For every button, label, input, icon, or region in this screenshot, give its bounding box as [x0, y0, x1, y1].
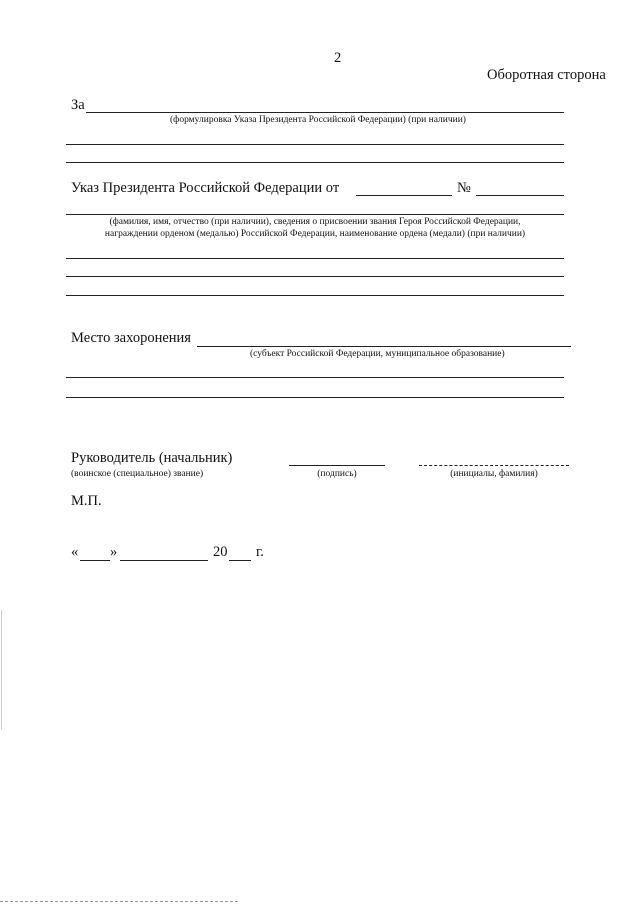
- decree-label: Указ Президента Российской Федерации от: [71, 180, 340, 196]
- signature-line[interactable]: [289, 465, 385, 466]
- scan-edge-bottom: [0, 901, 238, 902]
- date-year-prefix: 20: [213, 544, 228, 560]
- burial-field-line[interactable]: [197, 346, 571, 347]
- name-line[interactable]: [419, 465, 569, 466]
- for-continuation-line-2[interactable]: [66, 162, 564, 163]
- decree-date-line[interactable]: [356, 195, 452, 196]
- decree-number-line[interactable]: [476, 195, 564, 196]
- decree-number-sign: №: [457, 180, 471, 196]
- burial-label: Место захоронения: [71, 330, 191, 346]
- name-hint: (инициалы, фамилия): [450, 469, 538, 479]
- scan-edge-left: [1, 610, 2, 730]
- for-field-hint: (формулировка Указа Президента Российской Федерации) (при наличии): [170, 115, 466, 125]
- head-label: Руководитель (начальник): [71, 450, 233, 466]
- rank-hint: (воинское (специальное) звание): [71, 469, 204, 479]
- person-details-line-2[interactable]: [66, 258, 564, 259]
- for-field-line[interactable]: [86, 112, 564, 113]
- burial-continuation-line-1[interactable]: [66, 377, 564, 378]
- date-close-quote: »: [110, 544, 118, 560]
- date-month-line[interactable]: [120, 560, 208, 561]
- page-number: 2: [334, 50, 342, 66]
- date-year-suffix: г.: [256, 544, 264, 560]
- person-details-line-3[interactable]: [66, 276, 564, 277]
- person-details-line[interactable]: [66, 214, 564, 215]
- date-open-quote: «: [71, 544, 79, 560]
- reverse-side-label: Оборотная сторона: [487, 67, 606, 83]
- person-details-hint-2: награждении орденом (медалью) Российской Федерации, наименование ордена (медали) (при наличии): [104, 229, 526, 239]
- for-continuation-line-1[interactable]: [66, 144, 564, 145]
- burial-continuation-line-2[interactable]: [66, 397, 564, 398]
- signature-hint: (подпись): [317, 469, 357, 479]
- person-details-hint-1: (фамилия, имя, отчество (при наличии), сведения о присвоении звания Героя Российской Федерации,: [109, 217, 521, 227]
- date-year-line[interactable]: [229, 560, 251, 561]
- burial-field-hint: (субъект Российской Федерации, муниципальное образование): [250, 349, 505, 359]
- for-prefix: За: [71, 97, 85, 113]
- seal-label: М.П.: [71, 493, 102, 509]
- date-day-line[interactable]: [80, 560, 110, 561]
- person-details-line-4[interactable]: [66, 295, 564, 296]
